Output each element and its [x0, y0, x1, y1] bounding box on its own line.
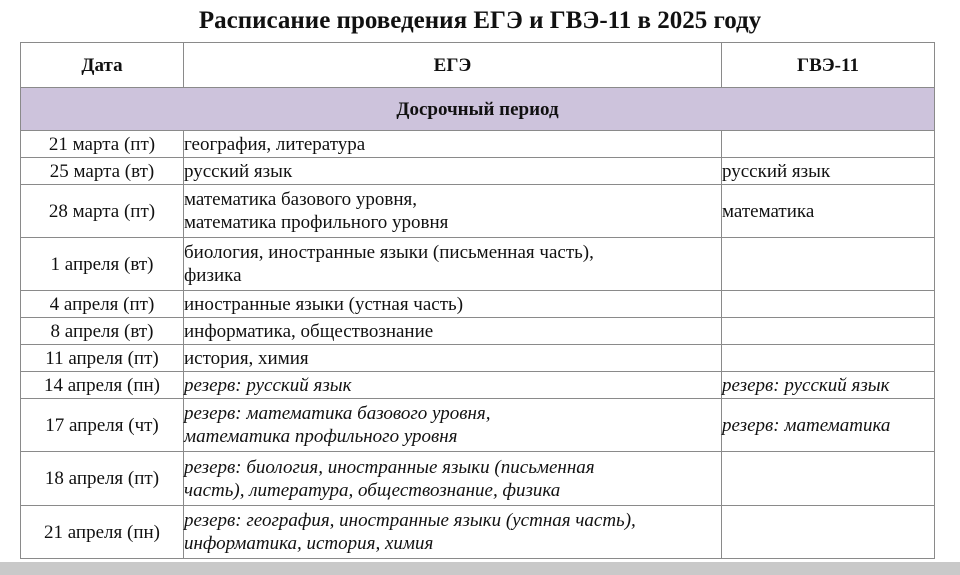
ege-line: математика профильного уровня: [184, 426, 458, 447]
ege-line: биология, иностранные языки (письменная часть),: [184, 242, 594, 263]
page-title: Расписание проведения ЕГЭ и ГВЭ-11 в 2025 году: [198, 7, 762, 34]
bottom-edge-bar: [0, 562, 960, 575]
ege-cell: [184, 506, 722, 559]
period-heading: Досрочный период: [21, 88, 935, 131]
table-row: [21, 506, 935, 559]
table-row: [21, 131, 935, 158]
ege-line: информатика, история, химия: [184, 533, 434, 554]
period-row: [21, 88, 935, 131]
gve-cell: [722, 345, 935, 372]
ege-line: резерв: география, иностранные языки (устная часть),: [184, 510, 636, 531]
date-cell: 25 марта (вт): [21, 158, 184, 185]
ege-line: физика: [184, 265, 242, 286]
table-row: [21, 238, 935, 291]
header-row: [21, 43, 935, 88]
column-header-ege: ЕГЭ: [184, 43, 722, 88]
ege-cell: география, литература: [184, 131, 722, 158]
ege-cell: [184, 238, 722, 291]
ege-line: часть), литература, обществознание, физика: [184, 479, 561, 501]
ege-line: резерв: математика базового уровня,: [184, 403, 491, 424]
table-row: [21, 452, 935, 506]
gve-cell: [722, 291, 935, 318]
ege-cell: иностранные языки (устная часть): [184, 291, 722, 318]
table-row: [21, 372, 935, 399]
ege-line: математика базового уровня,: [184, 189, 418, 210]
ege-cell: [184, 185, 722, 238]
date-cell: 14 апреля (пн): [21, 372, 184, 399]
table-row: [21, 185, 935, 238]
table-row: [21, 291, 935, 318]
gve-cell: русский язык: [722, 158, 935, 185]
date-cell: 11 апреля (пт): [21, 345, 184, 372]
table-row: [21, 345, 935, 372]
date-cell: 21 марта (пт): [21, 131, 184, 158]
gve-cell: [722, 131, 935, 158]
date-cell: 18 апреля (пт): [21, 452, 184, 506]
date-cell: 28 марта (пт): [21, 185, 184, 238]
schedule-table: [20, 42, 935, 559]
gve-cell: резерв: русский язык: [722, 372, 935, 399]
column-header-date: Дата: [21, 43, 184, 88]
ege-cell: русский язык: [184, 158, 722, 185]
date-cell: 1 апреля (вт): [21, 238, 184, 291]
ege-cell: история, химия: [184, 345, 722, 372]
ege-cell: резерв: русский язык: [184, 372, 722, 399]
table-row: [21, 318, 935, 345]
ege-cell: информатика, обществознание: [184, 318, 722, 345]
gve-cell: резерв: математика: [722, 399, 935, 452]
table-row: [21, 158, 935, 185]
ege-line: математика профильного уровня: [184, 212, 449, 233]
date-cell: 8 апреля (вт): [21, 318, 184, 345]
gve-cell: [722, 452, 935, 506]
date-cell: 21 апреля (пн): [21, 506, 184, 559]
date-cell: 17 апреля (чт): [21, 399, 184, 452]
gve-cell: [722, 506, 935, 559]
date-cell: 4 апреля (пт): [21, 291, 184, 318]
gve-cell: [722, 318, 935, 345]
ege-cell: [184, 399, 722, 452]
gve-cell: математика: [722, 185, 935, 238]
ege-cell: [184, 452, 722, 506]
ege-line: резерв: биология, иностранные языки (письменная: [184, 456, 595, 478]
table-row: [21, 399, 935, 452]
column-header-gve: ГВЭ-11: [722, 43, 935, 88]
gve-cell: [722, 238, 935, 291]
